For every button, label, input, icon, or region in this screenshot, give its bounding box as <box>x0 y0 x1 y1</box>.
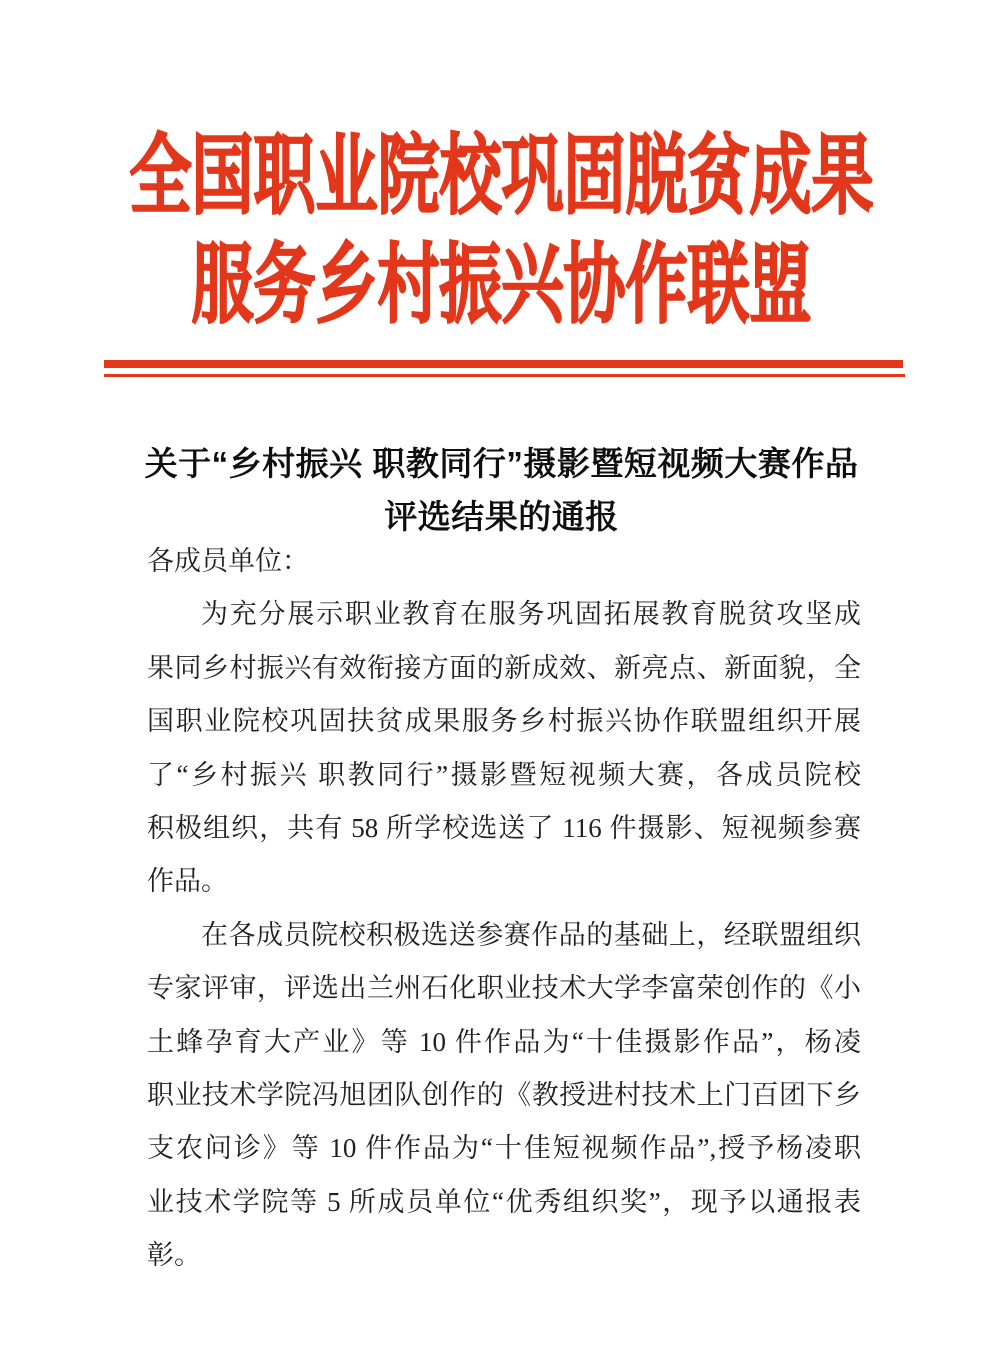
body-line: 了“乡村振兴 职教同行”摄影暨短视频大赛，各成员院校 <box>147 759 861 790</box>
body-line: 专家评审，评选出兰州石化职业技术大学李富荣创作的《小 <box>147 973 861 1004</box>
body-line: 果同乡村振兴有效衔接方面的新成效、新亮点、新面貌，全 <box>147 652 861 683</box>
body-line: 在各成员院校积极选送参赛作品的基础上，经联盟组织 <box>201 919 861 950</box>
body-line: 支农问诊》等 10 件作品为“十佳短视频作品”,授予杨凌职 <box>147 1133 861 1164</box>
body-line: 彰。 <box>147 1240 201 1271</box>
document-title <box>0 437 1003 543</box>
letterhead-line-1: 全国职业院校巩固脱贫成果 <box>129 129 874 225</box>
body-line: 国职业院校巩固扶贫成果服务乡村振兴协作联盟组织开展 <box>147 706 861 737</box>
body-line: 业技术学院等 5 所成员单位“优秀组织奖”，现予以通报表 <box>147 1186 861 1217</box>
document-title-line-2: 评选结果的通报 <box>384 498 619 535</box>
body-line: 积极组织，共有 58 所学校选送了 116 件摄影、短视频参赛 <box>147 813 861 844</box>
body-line: 土蜂孕育大产业》等 10 件作品为“十佳摄影作品”，杨凌 <box>147 1026 861 1057</box>
salutation: 各成员单位： <box>147 546 309 576</box>
red-rule-thin <box>104 374 905 377</box>
body-line: 作品。 <box>147 866 228 897</box>
body-line: 为充分展示职业教育在服务巩固拓展教育脱贫攻坚成 <box>201 599 861 630</box>
document-body <box>147 535 861 1283</box>
body-line: 职业技术学院冯旭团队创作的《教授进村技术上门百团下乡 <box>147 1080 861 1111</box>
red-rule-thick <box>104 360 903 368</box>
document-title-line-1: 关于“乡村振兴 职教同行”摄影暨短视频大赛作品 <box>144 445 859 482</box>
letterhead-line-2: 服务乡村振兴协作联盟 <box>191 238 812 334</box>
